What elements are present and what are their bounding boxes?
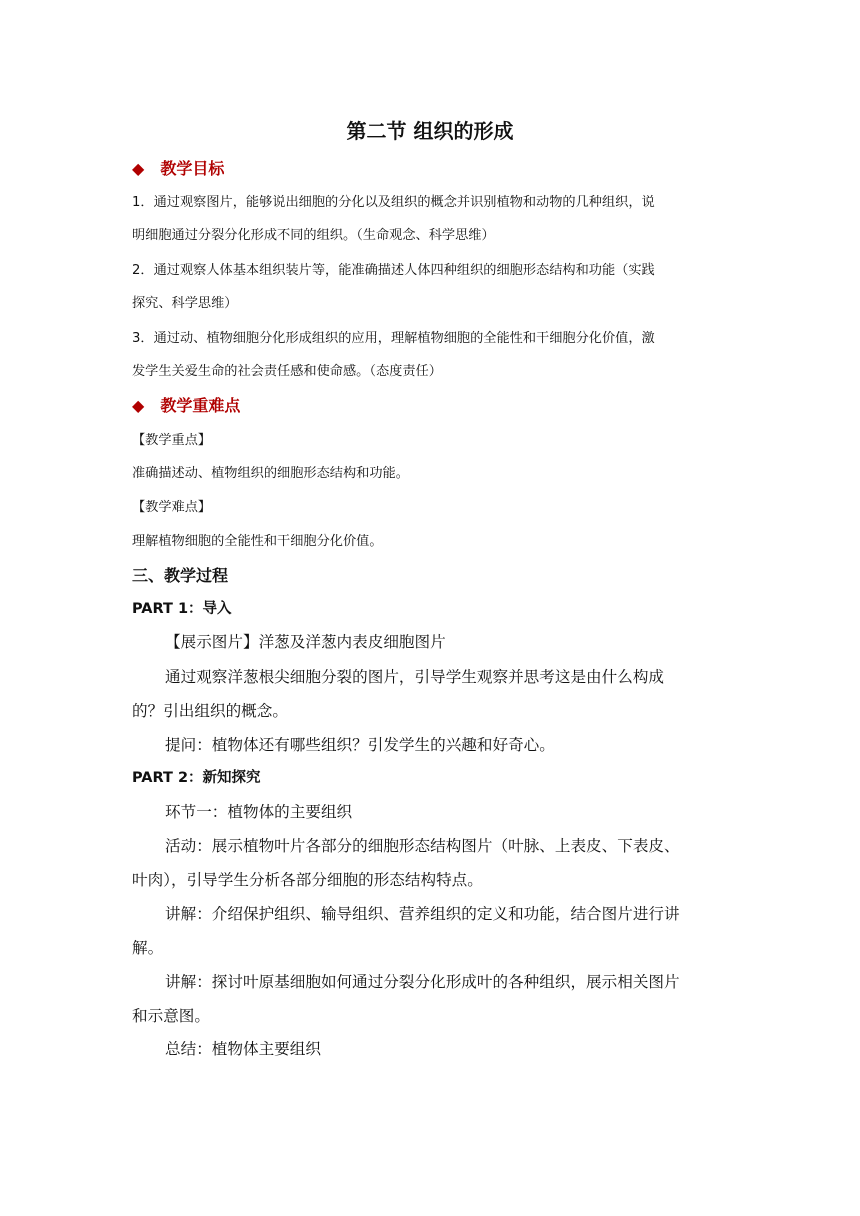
part2-lecture1-line2: 解。 — [132, 939, 164, 957]
difficult-text: 理解植物细胞的全能性和干细胞分化价值。 — [132, 534, 383, 549]
section-heading-keypoints — [132, 393, 240, 416]
difficult-label: 【教学难点】 — [132, 500, 212, 515]
part2-activity-line2: 叶肉），引导学生分析各部分细胞的形态结构特点。 — [132, 871, 483, 889]
part1-show-pictures: 【展示图片】洋葱及洋葱内表皮细胞图片 — [165, 633, 446, 651]
key-label: 【教学重点】 — [132, 433, 212, 448]
section-heading-goals — [132, 156, 224, 179]
diamond-bullet-icon: ◆ — [132, 159, 145, 178]
page-title: 第二节 组织的形成 — [346, 119, 514, 143]
key-text: 准确描述动、植物组织的细胞形态结构和功能。 — [132, 466, 409, 481]
part2-activity-line1: 活动：展示植物叶片各部分的细胞形态结构图片（叶脉、上表皮、下表皮、 — [165, 837, 680, 855]
goal-3-line-1: 3．通过动、植物细胞分化形成组织的应用，理解植物细胞的全能性和干细胞分化价值，激 — [132, 331, 655, 346]
goal-1-line-1: 1．通过观察图片，能够说出细胞的分化以及组织的概念并识别植物和动物的几种组织，说 — [132, 195, 655, 210]
part2-lecture2-line2: 和示意图。 — [132, 1007, 210, 1025]
goals-heading-text: 教学目标 — [160, 159, 225, 178]
goal-2-line-2: 探究、科学思维） — [132, 296, 238, 311]
goal-2-line-1: 2．通过观察人体基本组织装片等，能准确描述人体四种组织的细胞形态结构和功能（实践 — [132, 263, 655, 278]
goal-1-line-2: 明细胞通过分裂分化形成不同的组织。（生命观念、科学思维） — [132, 228, 495, 243]
process-heading: 三、教学过程 — [132, 566, 229, 585]
part2-summary: 总结：植物体主要组织 — [165, 1040, 321, 1058]
part2-link1: 环节一：植物体的主要组织 — [165, 803, 353, 821]
part2-label: PART 2：新知探究 — [132, 770, 261, 786]
diamond-bullet-icon: ◆ — [132, 396, 145, 415]
part1-para1-line2: 的？引出组织的概念。 — [132, 702, 288, 720]
goal-3-line-2: 发学生关爱生命的社会责任感和使命感。（态度责任） — [132, 364, 442, 379]
part1-label: PART 1：导入 — [132, 601, 232, 617]
keypoints-heading-text: 教学重难点 — [160, 396, 241, 415]
part1-question: 提问：植物体还有哪些组织？引发学生的兴趣和好奇心。 — [165, 736, 555, 754]
part1-para1-line1: 通过观察洋葱根尖细胞分裂的图片，引导学生观察并思考这是由什么构成 — [165, 668, 665, 686]
part2-lecture2-line1: 讲解：探讨叶原基细胞如何通过分裂分化形成叶的各种组织，展示相关图片 — [165, 973, 680, 991]
part2-lecture1-line1: 讲解：介绍保护组织、输导组织、营养组织的定义和功能，结合图片进行讲 — [165, 905, 680, 923]
